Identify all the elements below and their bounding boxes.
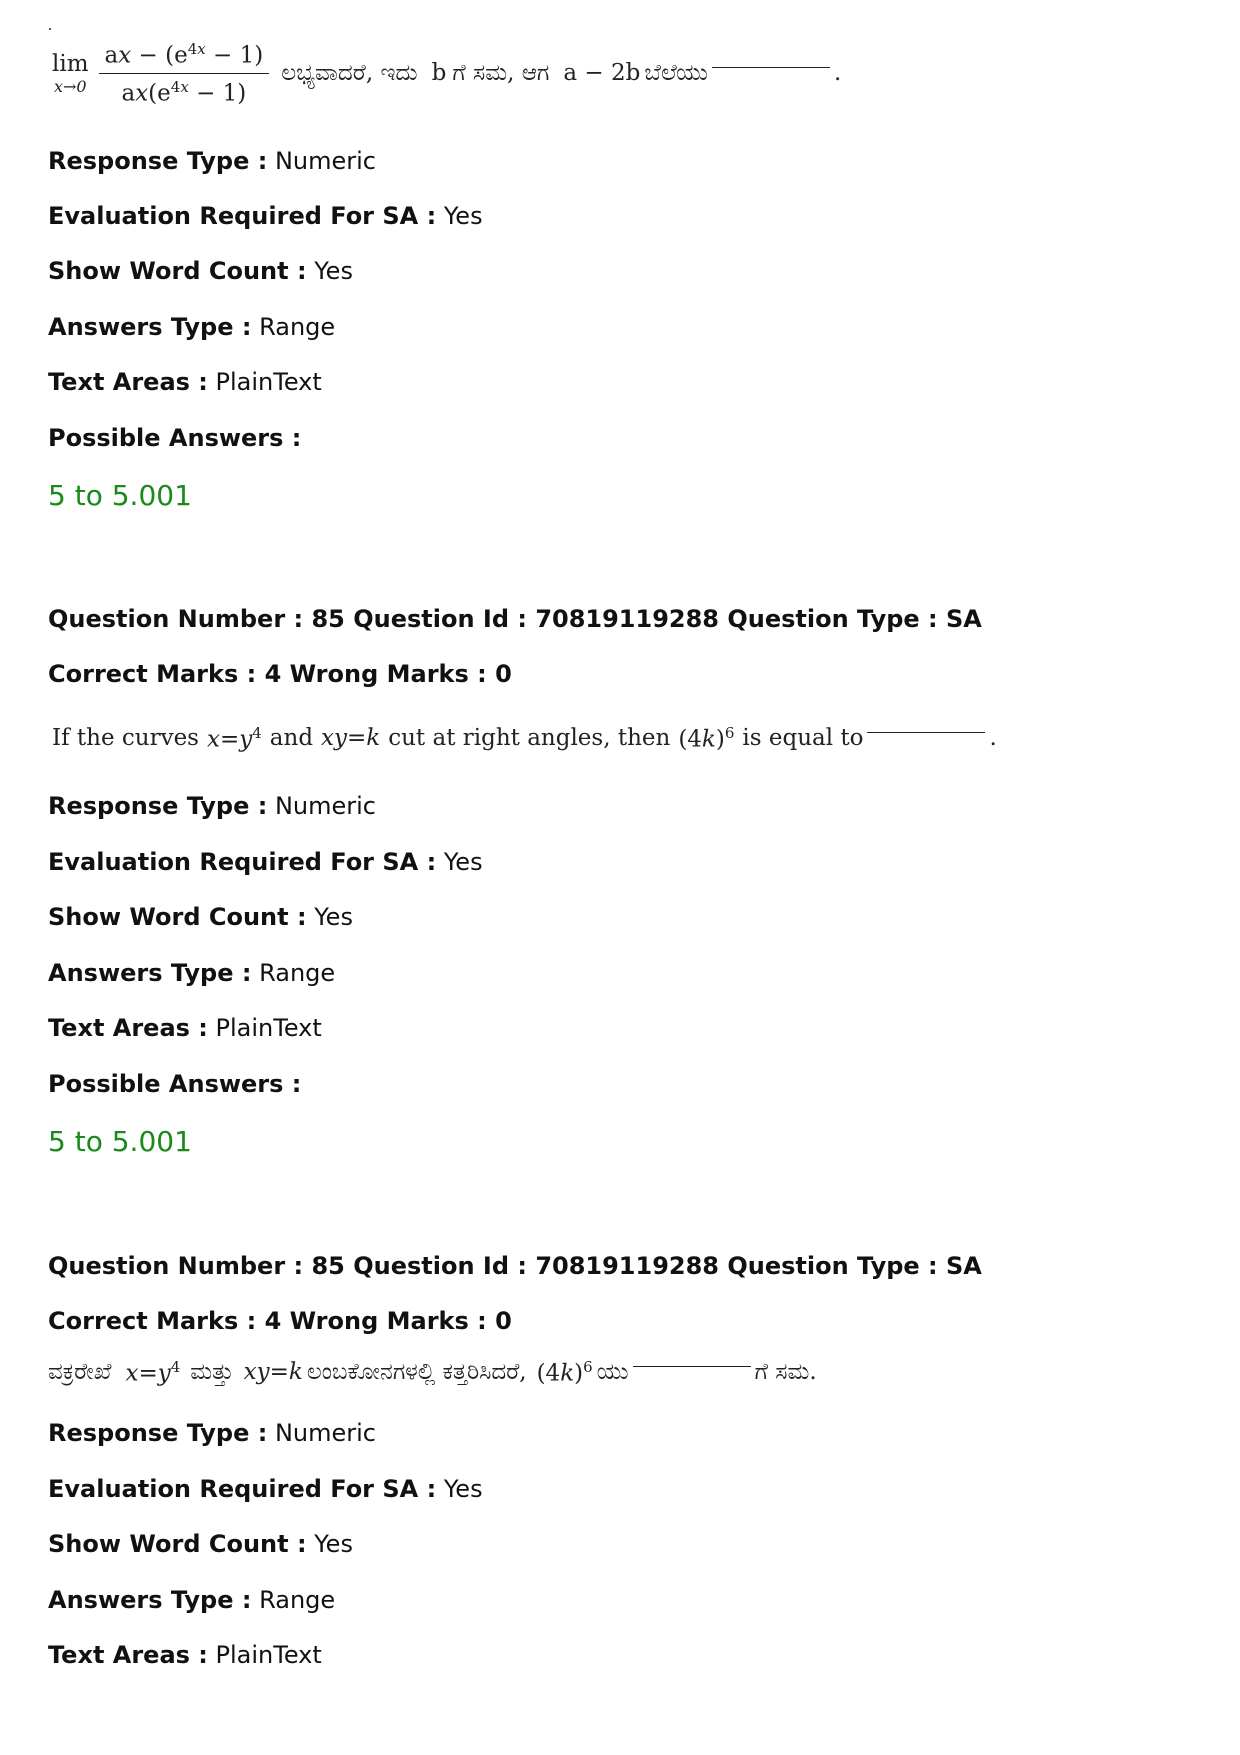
field-row: Evaluation Required For SA : Yes bbox=[48, 848, 483, 876]
q-kn-text-c: ಬೆಲೆಯು bbox=[644, 60, 708, 87]
field-row: Evaluation Required For SA : Yes bbox=[48, 1475, 483, 1503]
field-row: Text Areas : PlainText bbox=[48, 1641, 322, 1669]
field-row: Show Word Count : Yes bbox=[48, 1530, 353, 1558]
answer-blank bbox=[712, 67, 830, 68]
possible-answers-value: 5 to 5.001 bbox=[48, 479, 192, 512]
question-image-curves-en: If the curves $x=y^4$ and xy=k cut at right angles, then $(4k)^6$ is equal to . bbox=[52, 724, 997, 753]
question-image-curves-kn: ವಕ್ರರೇಖೆ $x=y^4$ ಮತ್ತು xy=k ಲಂಬಕೋನಗಳಲ್ಲಿ ಕತ್ತರಿಸಿದರೆ, $(4k)^6$ ಯು ಗೆ ಸಮ. bbox=[48, 1358, 817, 1387]
question-marks: Correct Marks : 4 Wrong Marks : 0 bbox=[48, 1307, 512, 1335]
field-row: Answers Type : Range bbox=[48, 313, 336, 341]
possible-answers-label: Possible Answers : bbox=[48, 424, 302, 452]
question-marks: Correct Marks : 4 Wrong Marks : 0 bbox=[48, 660, 512, 688]
question-header: Question Number : 85 Question Id : 70819119288 Question Type : SA bbox=[48, 605, 982, 633]
possible-answers-value: 5 to 5.001 bbox=[48, 1125, 192, 1158]
limit-fraction: $\frac{ax - (e^{4x} - 1)}{ax(e^{4x} - 1)}$ bbox=[99, 40, 270, 106]
field-row: Text Areas : PlainText bbox=[48, 368, 322, 396]
possible-answers-label: Possible Answers : bbox=[48, 1070, 302, 1098]
field-row: Response Type : Numeric bbox=[48, 792, 376, 820]
field-row: Response Type : Numeric bbox=[48, 1419, 376, 1447]
question-header: Question Number : 85 Question Id : 70819119288 Question Type : SA bbox=[48, 1252, 982, 1280]
field-row: Response Type : Numeric bbox=[48, 147, 376, 175]
field-row: Evaluation Required For SA : Yes bbox=[48, 202, 483, 230]
q-kn-text-b: ಗೆ ಸಮ, ಆಗ bbox=[452, 60, 550, 87]
field-row: Answers Type : Range bbox=[48, 1586, 336, 1614]
field-row: Show Word Count : Yes bbox=[48, 903, 353, 931]
question-image-limit: lim x→0 $\frac{ax - (e^{4x} - 1)}{ax(e^{4x} - 1)}$ ಲಭ್ಯವಾದರೆ, ಇದು b ಗೆ ಸಮ, ಆಗ a − 2b ಬೆಲೆಯು . bbox=[52, 40, 842, 107]
limit-operator: lim x→0 bbox=[52, 50, 89, 96]
field-row: Answers Type : Range bbox=[48, 959, 336, 987]
field-row: Show Word Count : Yes bbox=[48, 257, 353, 285]
q-kn-text-a: ಲಭ್ಯವಾದರೆ, ಇದು bbox=[281, 60, 418, 87]
answer-blank bbox=[633, 1366, 751, 1367]
field-row: Text Areas : PlainText bbox=[48, 1014, 322, 1042]
answer-blank bbox=[867, 732, 985, 733]
stray-dot bbox=[49, 28, 51, 30]
